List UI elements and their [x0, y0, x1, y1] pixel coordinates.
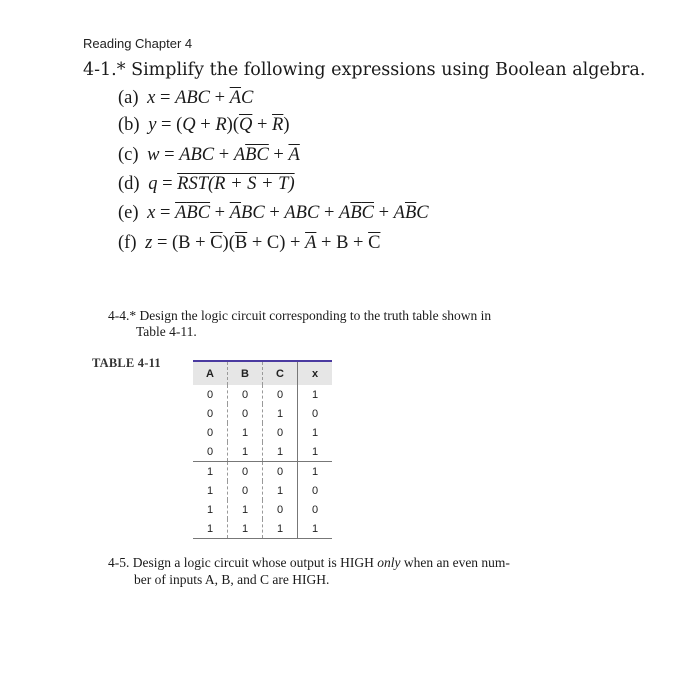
table-row	[193, 462, 332, 482]
expression-formula: = $\overline{A}\overline{B}\overline{C} + \overline{A}BC$ + ABC + $A\overline{B}\overline{C} + A\overline{B}C$	[160, 203, 429, 223]
table-header-row	[193, 361, 332, 385]
expression-label: (d)	[118, 174, 140, 194]
table-cell: 1	[298, 462, 333, 482]
table-cell: 0	[193, 404, 228, 423]
header-x: x	[298, 361, 333, 385]
expression-formula: = $(Q + R)(\overline{Q} + \overline{R})$	[161, 115, 290, 135]
table-cell: 1	[311, 388, 319, 401]
table-cell: 0	[193, 442, 228, 462]
table-cell: 1	[263, 481, 298, 500]
table-cell: 0	[263, 462, 298, 482]
table-cell: 0	[228, 385, 263, 404]
table-cell: 1	[193, 500, 228, 519]
expression-variable: z	[145, 233, 153, 253]
expression-d	[118, 174, 295, 195]
expression-label: (e)	[118, 203, 139, 223]
problem-number: 4-4.*	[108, 308, 137, 323]
table-cell: 0	[228, 481, 263, 500]
expression-formula: = RST(R + S + T)	[162, 174, 295, 194]
table-cell: 1	[311, 445, 319, 458]
expression-formula: = ABC + $A\overline{BC} + \overline{A}$	[164, 145, 300, 165]
problem-text-emphasis: only	[377, 555, 401, 570]
expression-variable: x	[147, 203, 156, 223]
expression-variable: w	[147, 145, 160, 165]
table-cell: 1	[193, 481, 228, 500]
expression-b	[118, 115, 290, 136]
table-cell: 0	[228, 462, 263, 482]
table-label: TABLE 4-11	[92, 356, 161, 370]
table-row	[193, 500, 332, 519]
header-b: B	[228, 361, 263, 385]
table-cell: 1	[228, 423, 263, 442]
expression-formula: = ABC + $\overline{A}C$	[160, 88, 254, 108]
table-cell: 1	[298, 519, 333, 539]
table-cell: 0	[263, 385, 298, 404]
problem-number: 4-5.	[108, 555, 130, 570]
chapter-heading: Reading Chapter 4	[83, 36, 193, 51]
problem-4-1-heading	[83, 60, 645, 80]
problem-4-4	[108, 308, 568, 340]
table-cell: 0	[228, 404, 263, 423]
table-cell: 1	[193, 519, 228, 539]
expression-f	[118, 233, 380, 254]
table-cell: 1	[228, 500, 263, 519]
truth-table	[193, 360, 332, 539]
table-cell: 0	[193, 385, 228, 404]
table-cell: 0	[263, 500, 298, 519]
problem-text-line1a: Design a logic circuit whose output is HIGH	[132, 555, 374, 570]
table-cell: 1	[193, 462, 228, 482]
expression-variable: y	[148, 115, 157, 135]
table-cell: 1	[263, 519, 298, 539]
problem-4-5	[108, 554, 578, 588]
table-row	[193, 519, 332, 539]
expression-e	[118, 203, 429, 224]
header-a: A	[193, 361, 228, 385]
expression-label: (f)	[118, 233, 137, 253]
table-cell: 0	[311, 484, 319, 497]
header-c: C	[263, 361, 298, 385]
expression-variable: x	[147, 88, 156, 108]
problem-text-line2: ber of inputs A, B, and C are HIGH.	[134, 572, 330, 587]
expression-formula: = $(B + \overline{C})(\overline{B} + C) + \overline{A} + B + \overline{C}$	[156, 233, 381, 253]
table-row	[193, 481, 332, 500]
expression-label: (a)	[118, 88, 139, 108]
table-cell: 0	[263, 423, 298, 442]
table-row	[193, 385, 332, 404]
expression-a	[118, 88, 253, 109]
problem-text-line2: Table 4-11.	[136, 324, 197, 339]
problem-text: Simplify the following expressions using Boolean algebra.	[131, 60, 646, 80]
table-cell: 0	[311, 503, 319, 516]
table-cell: 1	[263, 404, 298, 423]
table-cell: 1	[228, 442, 263, 462]
expression-label: (b)	[118, 115, 140, 135]
table-cell: 1	[228, 519, 263, 539]
table-cell: 0	[311, 407, 319, 420]
expression-variable: q	[148, 174, 158, 194]
problem-number: 4-1.*	[83, 60, 126, 80]
table-row	[193, 404, 332, 423]
problem-text-line1b: when an even num-	[403, 555, 510, 570]
table-row	[193, 442, 332, 462]
table-cell: 1	[263, 442, 298, 462]
table-row	[193, 423, 332, 442]
table-cell: 0	[193, 423, 228, 442]
expression-label: (c)	[118, 145, 139, 165]
problem-text-line1: Design the logic circuit corresponding to the truth table shown in	[139, 308, 492, 323]
expression-c	[118, 145, 300, 166]
table-cell: 1	[311, 426, 319, 439]
